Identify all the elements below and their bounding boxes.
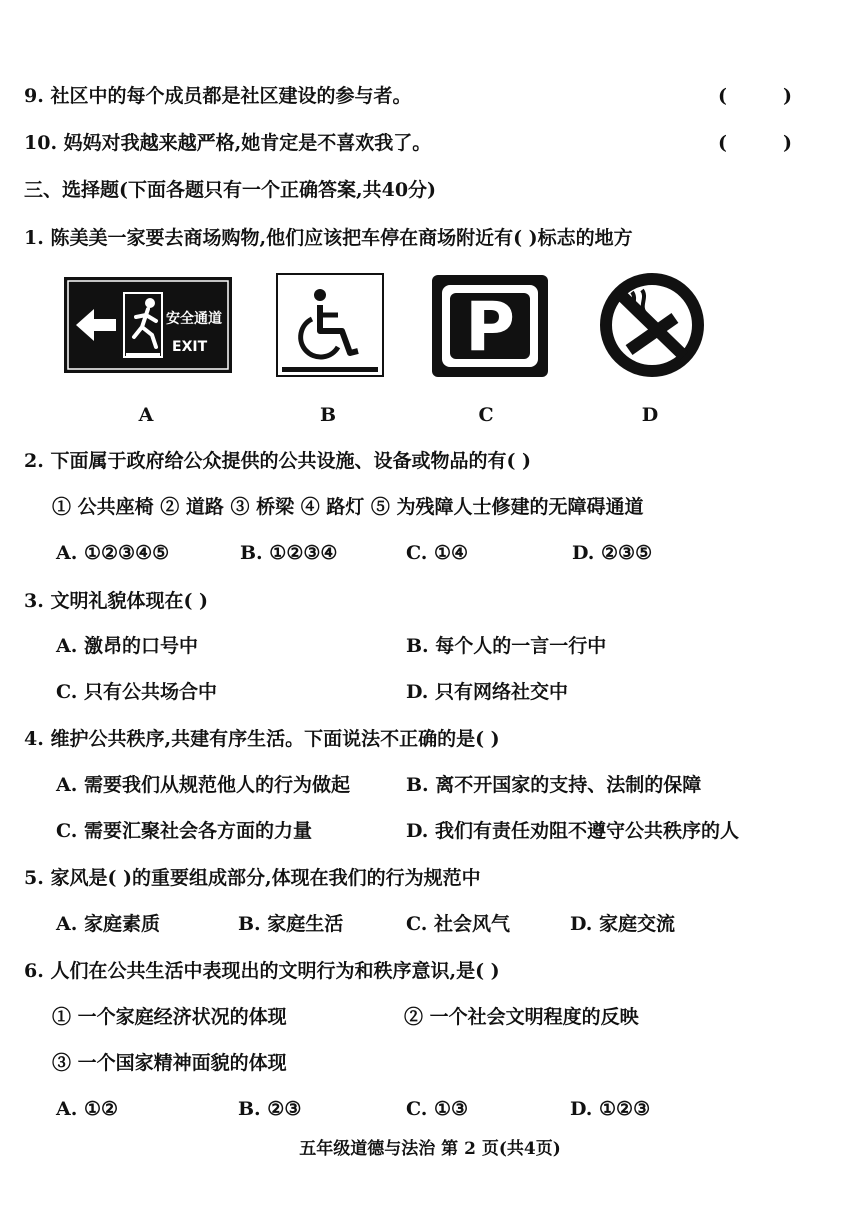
answer-paren-open-9: ( [718, 85, 727, 107]
q2-option-d: D. ②③⑤ [572, 542, 653, 564]
option-letter-a: A [138, 404, 154, 426]
answer-paren-close-9: ) [783, 85, 792, 107]
q5-option-b: B. 家庭生活 [238, 913, 344, 935]
q6-option-d: D. ①②③ [570, 1098, 651, 1120]
question-4: 4. 维护公共秩序,共建有序生活。下面说法不正确的是( ) [24, 728, 500, 750]
q4-option-c: C. 需要汇聚社会各方面的力量 [56, 820, 313, 842]
q6-item-2: ② 一个社会文明程度的反映 [404, 1006, 639, 1028]
exit-sign-icon [64, 277, 232, 373]
question-10: 10. 妈妈对我越来越严格,她肯定是不喜欢我了。 [24, 132, 432, 154]
question-6: 6. 人们在公共生活中表现出的文明行为和秩序意识,是( ) [24, 960, 500, 982]
question-2: 2. 下面属于政府给公众提供的公共设施、设备或物品的有( ) [24, 450, 532, 472]
question-2-items: ① 公共座椅 ② 道路 ③ 桥梁 ④ 路灯 ⑤ 为残障人士修建的无障碍通道 [52, 496, 644, 518]
q3-option-b: B. 每个人的一言一行中 [406, 635, 607, 657]
question-5: 5. 家风是( )的重要组成部分,体现在我们的行为规范中 [24, 867, 481, 889]
question-3: 3. 文明礼貌体现在( ) [24, 590, 209, 612]
wheelchair-icon [276, 273, 384, 377]
question-9: 9. 社区中的每个成员都是社区建设的参与者。 [24, 85, 412, 107]
question-1: 1. 陈美美一家要去商场购物,他们应该把车停在商场附近有( )标志的地方 [24, 227, 633, 249]
q6-item-3: ③ 一个国家精神面貌的体现 [52, 1052, 287, 1074]
q5-option-a: A. 家庭素质 [56, 913, 160, 935]
exit-sign-cn-text: 安全通道 [166, 311, 222, 327]
q6-option-a: A. ①② [56, 1098, 119, 1120]
page-footer: 五年级道德与法治 第 2 页(共4页) [299, 1139, 561, 1159]
option-letter-d: D [641, 404, 659, 426]
section-3-heading: 三、选择题(下面各题只有一个正确答案,共40分) [24, 179, 437, 201]
parking-icon [432, 275, 548, 377]
q5-option-d: D. 家庭交流 [570, 913, 676, 935]
q2-option-a: A. ①②③④⑤ [56, 542, 170, 564]
q6-option-b: B. ②③ [238, 1098, 302, 1120]
no-smoking-icon [598, 272, 706, 378]
q6-option-c: C. ①③ [406, 1098, 469, 1120]
q4-option-d: D. 我们有责任劝阻不遵守公共秩序的人 [406, 820, 740, 842]
exit-sign-en-text: EXIT [172, 339, 208, 355]
answer-paren-close-10: ) [783, 132, 792, 154]
q3-option-d: D. 只有网络社交中 [406, 681, 569, 703]
answer-paren-open-10: ( [718, 132, 727, 154]
q4-option-a: A. 需要我们从规范他人的行为做起 [56, 774, 350, 796]
parking-letter: P [465, 288, 515, 367]
q6-item-1: ① 一个家庭经济状况的体现 [52, 1006, 287, 1028]
q2-option-b: B. ①②③④ [240, 542, 338, 564]
option-letter-c: C [478, 404, 494, 426]
q4-option-b: B. 离不开国家的支持、法制的保障 [406, 774, 702, 796]
option-letter-b: B [319, 404, 337, 426]
q5-option-c: C. 社会风气 [406, 913, 511, 935]
q3-option-a: A. 激昂的口号中 [56, 635, 198, 657]
q2-option-c: C. ①④ [406, 542, 469, 564]
q3-option-c: C. 只有公共场合中 [56, 681, 218, 703]
